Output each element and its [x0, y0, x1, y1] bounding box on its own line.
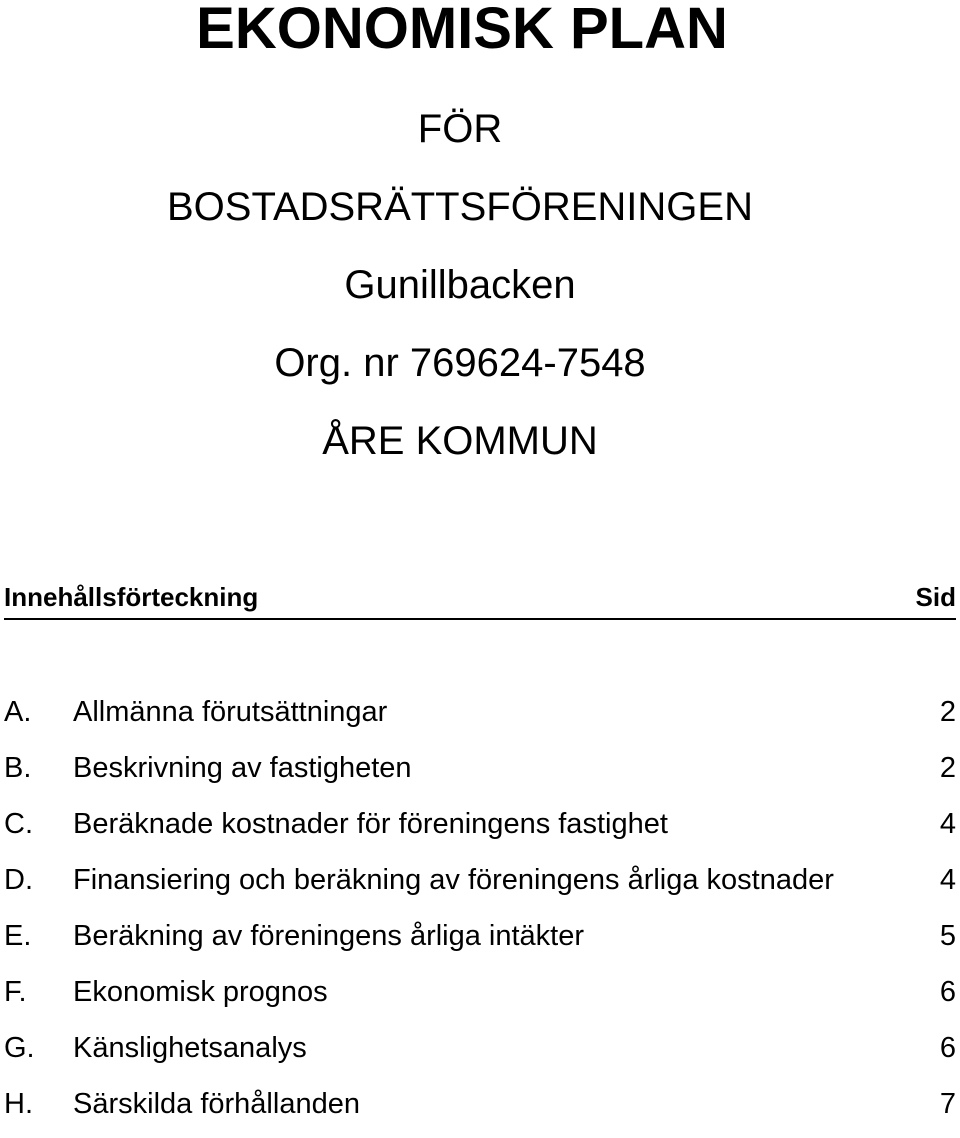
toc-item-letter: D. [4, 864, 33, 896]
toc-item-label: Beräknade kostnader för föreningens fastighet [73, 808, 668, 840]
toc-item-label: Allmänna förutsättningar [73, 696, 388, 728]
document-title: EKONOMISK PLAN [196, 0, 728, 61]
toc-item-page: 4 [939, 808, 956, 840]
title-line-for: FÖR [417, 107, 503, 151]
toc-item-letter: H. [4, 1088, 33, 1120]
toc-item-label: Beräkning av föreningens årliga intäkter [73, 920, 585, 952]
toc-item-label: Beskrivning av fastigheten [73, 752, 412, 784]
title-line-org-number: Org. nr 769624-7548 [274, 341, 646, 385]
toc-header [4, 578, 956, 620]
toc-item-letter: G. [4, 1032, 35, 1064]
toc-item-label: Ekonomisk prognos [73, 976, 328, 1008]
toc-item-letter: C. [4, 808, 33, 840]
toc-heading: Innehållsförteckning [4, 582, 259, 612]
toc-item-page: 2 [939, 752, 956, 784]
toc-page-heading: Sid [915, 582, 956, 612]
toc-item[interactable] [0, 746, 960, 802]
title-line-association: BOSTADSRÄTTSFÖRENINGEN [167, 185, 753, 229]
toc-item-letter: B. [4, 752, 32, 784]
toc-item[interactable] [0, 1026, 960, 1082]
toc-list [0, 690, 960, 1138]
toc-item-letter: F. [4, 976, 27, 1008]
title-line-association-name: Gunillbacken [344, 263, 576, 307]
toc-item-page: 7 [939, 1088, 956, 1120]
toc-item-page: 6 [939, 1032, 956, 1064]
toc-item-label: Känslighetsanalys [73, 1032, 307, 1064]
toc-item-label: Särskilda förhållanden [73, 1088, 360, 1120]
toc-item-page: 6 [939, 976, 956, 1008]
toc-item[interactable] [0, 858, 960, 914]
toc-item[interactable] [0, 802, 960, 858]
toc-item-letter: E. [4, 920, 32, 952]
toc-item-letter: A. [4, 696, 32, 728]
title-line-municipality: ÅRE KOMMUN [322, 419, 598, 463]
toc-item-page: 2 [939, 696, 956, 728]
toc-item[interactable] [0, 914, 960, 970]
toc-item[interactable] [0, 690, 960, 746]
toc-item-label: Finansiering och beräkning av föreningens årliga kostnader [73, 864, 834, 896]
toc-item-page: 5 [939, 920, 956, 952]
toc-item[interactable] [0, 1082, 960, 1138]
toc-item-page: 4 [939, 864, 956, 896]
toc-item[interactable] [0, 970, 960, 1026]
